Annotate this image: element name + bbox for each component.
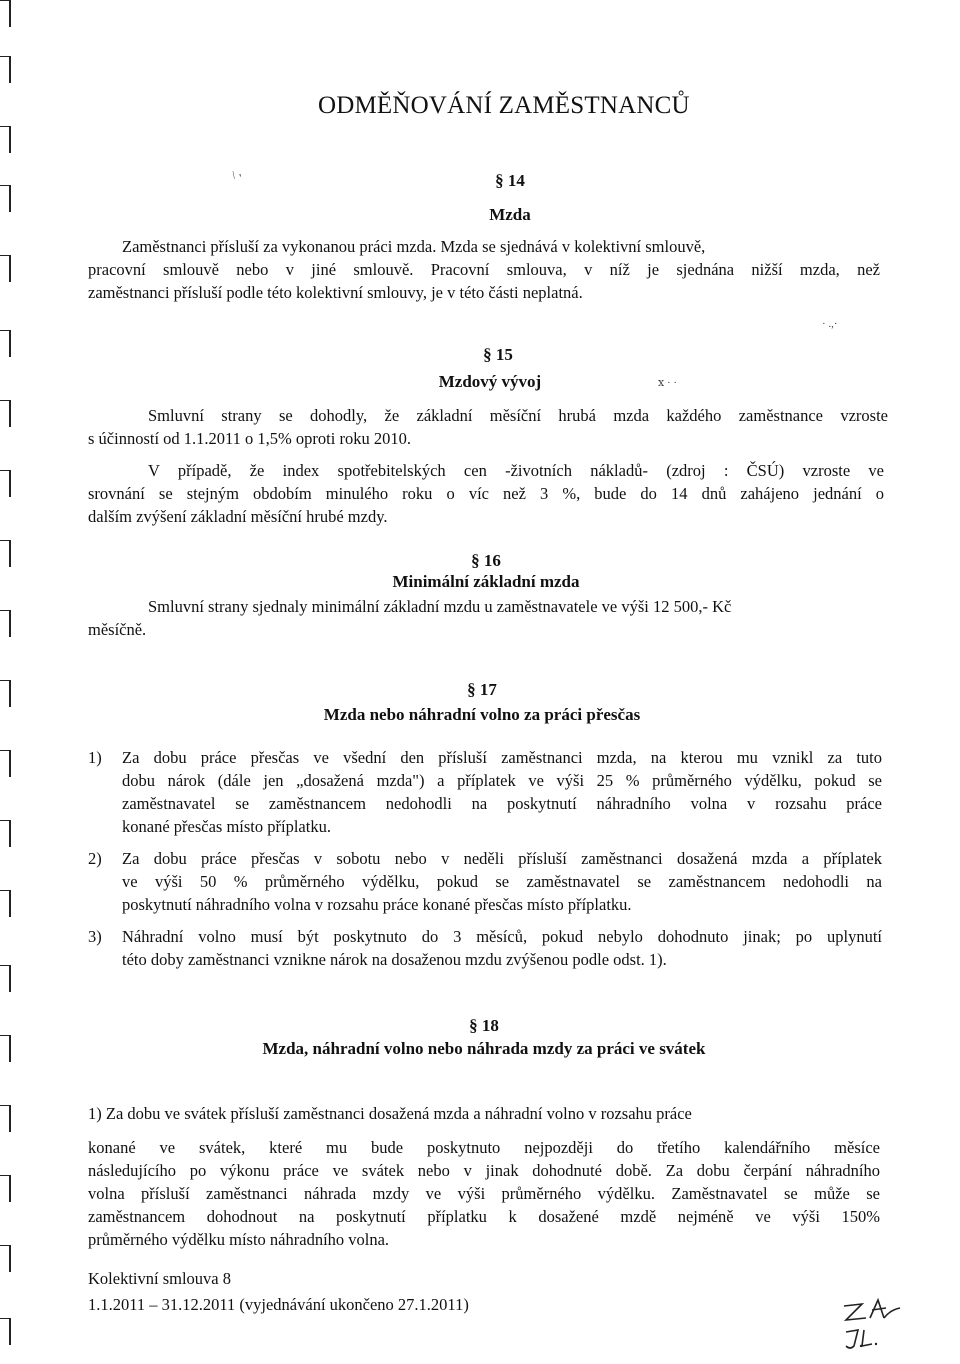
binding-mark	[0, 1175, 11, 1202]
section-18-lead: 1) Za dobu ve svátek přísluší zaměstnanci dosažená mzda a náhradní volno v rozsahu práce	[88, 1104, 692, 1123]
footer-title: Kolektivní smlouva 8	[88, 1269, 231, 1288]
section-14-line: pracovní smlouvě nebo v jiné smlouvě. Pracovní smlouva, v níž je sjednána nižší mzda, než	[88, 260, 880, 279]
binding-mark	[0, 680, 11, 707]
section-15-number: § 15	[483, 345, 513, 364]
section-18-heading: Mzda, náhradní volno nebo náhrada mzdy za práci ve svátek	[262, 1039, 706, 1058]
footer-date: 1.1.2011 – 31.12.2011 (vyjednávání ukončeno 27.1.2011)	[88, 1295, 469, 1314]
section-15-p1-line: Smluvní strany se dohodly, že základní měsíční hrubá mzda každého zaměstnance vzroste	[148, 406, 888, 425]
section-17-number: § 17	[467, 680, 497, 699]
section-16-line: Smluvní strany sjednaly minimální základní mzdu u zaměstnavatele ve výši 12 500,- Kč	[148, 597, 732, 616]
section-17-item-line: dobu nárok (dále jen „dosažená mzda") a příplatek ve výši 25 % průměrného výdělku, pokud se	[122, 771, 882, 790]
section-15-p2-line: srovnání se stejným obdobím minulého roku o víc než 3 %, bude do 14 dnů zahájeno jednání o	[88, 484, 884, 503]
section-16-number: § 16	[471, 551, 501, 570]
section-16-line: měsíčně.	[88, 620, 147, 639]
initials-stroke	[870, 1300, 900, 1318]
initials-stroke	[844, 1304, 866, 1320]
binding-mark	[0, 330, 11, 357]
item-number: 3)	[88, 927, 102, 946]
section-17-item-line: konané přesčas místo příplatku.	[122, 817, 331, 836]
binding-mark	[0, 820, 11, 847]
section-15-heading: Mzdový vývoj	[438, 372, 542, 391]
section-17-item-line: Za dobu práce přesčas ve všední den přísluší zaměstnanci mzda, na kterou mu vznikl za tuto	[122, 748, 882, 767]
section-18-line: průměrného výdělku místo náhradního volna.	[88, 1230, 390, 1249]
section-17-item-line: zaměstnavatel se zaměstnancem nedohodli na poskytnutí náhradního volna v rozsahu práce	[122, 794, 882, 813]
binding-mark	[0, 56, 11, 83]
section-15-p1-line: s účinností od 1.1.2011 o 1,5% oproti roku 2010.	[88, 429, 411, 448]
binding-mark	[0, 470, 11, 497]
initials-stroke	[846, 1330, 858, 1348]
item-number: 2)	[88, 849, 102, 868]
section-16-heading: Minimální základní mzda	[392, 572, 580, 591]
section-17-heading: Mzda nebo náhradní volno za práci přesčas	[323, 705, 641, 724]
section-15-p2-line: V případě, že index spotřebitelských cen -životních nákladů- (zdroj : ČSÚ) vzroste ve	[148, 461, 884, 480]
section-17-item-line: této doby zaměstnanci vznikne nárok na dosaženou mzdu zvýšenou podle odst. 1).	[122, 950, 667, 969]
section-17-item-line: ve výši 50 % průměrného výdělku, pokud se zaměstnavatel se zaměstnancem nedohodli na	[122, 872, 882, 891]
binding-mark	[0, 540, 11, 567]
section-18-line: zaměstnancem dohodnout na poskytnutí příplatku k dosažené mzdě nejméně ve výši 150%	[88, 1207, 880, 1226]
scan-mark: / ,	[229, 166, 243, 182]
scan-mark: ⅹ · ·	[658, 377, 678, 389]
section-18-line: volna přísluší zaměstnanci náhrada mzdy ve výši průměrného výdělku. Zaměstnavatel se může se	[88, 1184, 880, 1203]
section-18-line: konané ve svátek, které mu bude poskytnuto nejpozději do třetího kalendářního měsíce	[88, 1138, 880, 1157]
binding-mark	[0, 1035, 11, 1062]
binding-mark	[0, 1105, 11, 1132]
section-17-item-line: poskytnutí náhradního volna v rozsahu práce konané přesčas místo příplatku.	[122, 895, 632, 914]
initials-dot	[860, 1345, 862, 1347]
binding-mark	[0, 126, 11, 153]
binding-mark	[0, 1318, 11, 1345]
binding-mark	[0, 0, 11, 27]
section-15-p2-line: dalším zvýšení základní měsíční hrubé mzdy.	[88, 507, 388, 526]
binding-mark	[0, 890, 11, 917]
item-number: 1)	[88, 748, 102, 767]
initials-dot	[875, 1343, 877, 1345]
binding-mark	[0, 610, 11, 637]
binding-mark	[0, 750, 11, 777]
section-17-item-line: Náhradní volno musí být poskytnuto do 3 měsíců, pokud nebylo dohodnuto jinak; po uplynutí	[122, 927, 882, 946]
scan-mark: · .,·	[822, 318, 838, 330]
page-title: ODMĚŇOVÁNÍ ZAMĚSTNANCŮ	[318, 92, 690, 119]
binding-mark	[0, 185, 11, 212]
binding-mark	[0, 400, 11, 427]
section-14-line: Zaměstnanci přísluší za vykonanou práci mzda. Mzda se sjednává v kolektivní smlouvě,	[122, 237, 706, 256]
binding-mark	[0, 965, 11, 992]
section-14-line: zaměstnanci přísluší podle této kolektivní smlouvy, je v této části neplatná.	[88, 283, 583, 302]
section-17-item-line: Za dobu práce přesčas v sobotu nebo v neděli přísluší zaměstnanci dosažená mzda a příplatek	[122, 849, 882, 868]
section-18-line: následujícího po výkonu práce ve svátek nebo v jinak dohodnuté době. Za dobu čerpání náhradního	[88, 1161, 880, 1180]
section-18-number: § 18	[469, 1016, 499, 1035]
initials-stroke	[862, 1330, 872, 1346]
handwritten-initials-signature	[840, 1296, 910, 1356]
binding-mark	[0, 1245, 11, 1272]
section-14-heading: Mzda	[489, 205, 531, 224]
section-14-number: § 14	[495, 171, 525, 190]
binding-mark	[0, 255, 11, 282]
